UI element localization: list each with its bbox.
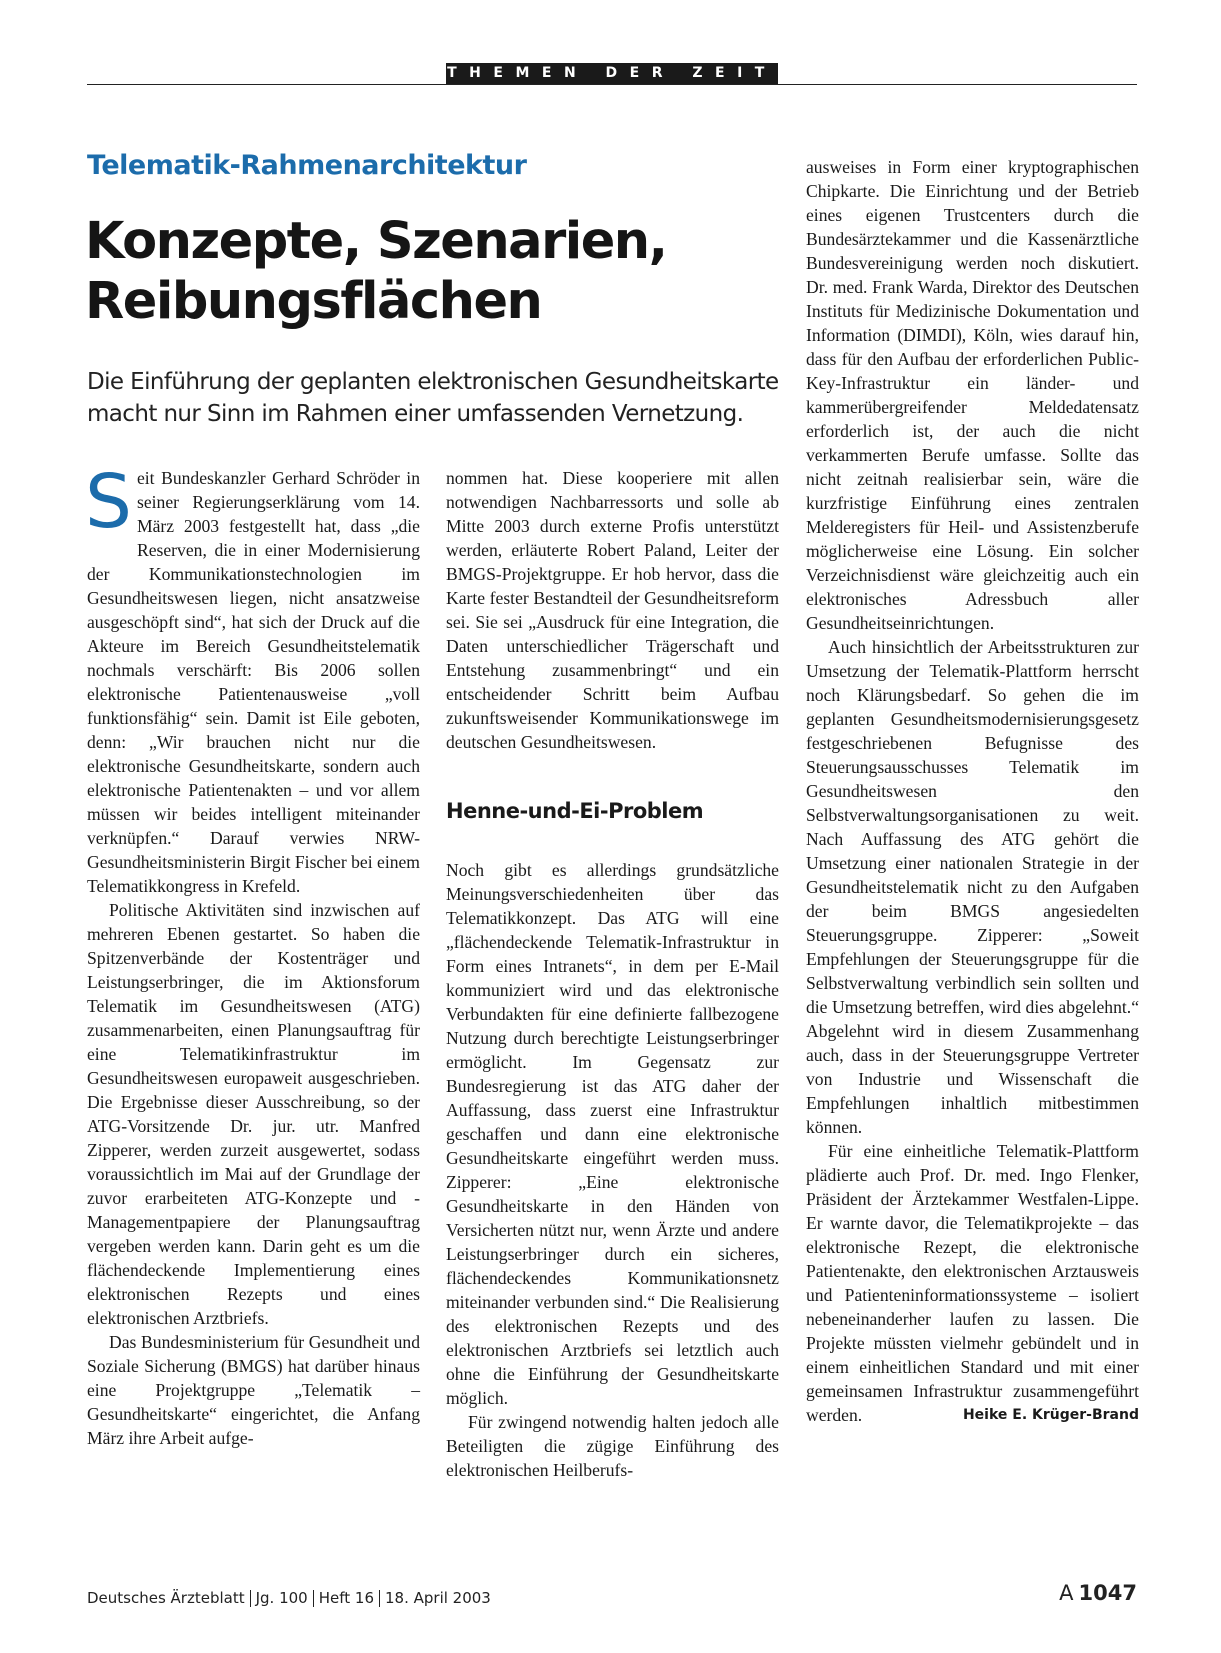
paragraph: Politische Aktivitäten sind inzwischen auf mehreren Ebenen gestartet. So haben die Spitzenverbände der Kostenträger und Leistungserbringer, die im Aktionsforum Telematik im Gesundheitswesen (ATG) zusammenarbeiten, einen Planungsauftrag für eine Telematikinfrastruktur im Gesundheitswesen europaweit ausgeschrieben. Die Ergebnisse dieser Ausschreibung, so der ATG-Vorsitzende Dr. jur. utr. Manfred Zipperer, werden zurzeit ausgewertet, sodass voraussichtlich im Mai auf der Grundlage der zuvor erarbeiteten ATG-Konzepte und -Managementpapiere der Planungsauftrag vergeben werden kann. Darin geht es um die flächendeckende Implementierung eines elektronischen Rezepts und eines elektronischen Arztbriefs. [87, 900, 420, 1328]
journal-issue: Heft 16 [318, 1589, 374, 1607]
paragraph: nommen hat. Diese kooperiere mit allen notwendigen Nachbarressorts und solle ab Mitte 2003 durch externe Profis unterstützt werden, erläuterte Robert Paland, Leiter der BMGS-Projektgruppe. Er hob hervor, dass die Karte fester Bestandteil der Gesundheitsreform sei. Sie sei „Ausdruck für eine Integration, die Daten unterschiedlicher Trägerschaft und Entstehung zusammenbringt“ und ein entscheidender Schritt beim Aufbau zukunftsweisender Kommunikationswege im deutschen Gesundheitswesen. [446, 468, 779, 752]
deck-line-2: macht nur Sinn im Rahmen einer umfassenden Vernetzung. [87, 401, 744, 427]
page-number-value: 1047 [1078, 1581, 1137, 1605]
journal-date: 18. April 2003 [385, 1589, 491, 1607]
headline-line-2: Reibungsflächen [85, 272, 542, 331]
paragraph: Auch hinsichtlich der Arbeitsstrukturen zur Umsetzung der Telematik-Plattform herrscht noch Klärungsbedarf. So gehen die im geplanten Gesundheitsmodernisierungsgesetz festgeschriebenen Befugnisse des Steuerungsausschusses Telematik im Gesundheitswesen den Selbstverwaltungsorganisationen zu weit. Nach Auffassung des ATG gehört die Umsetzung einer nationalen Strategie in der Gesundheitstelematik nicht zu den Aufgaben der beim BMGS angesiedelten Steuerungsgruppe. Zipperer: „Soweit Empfehlungen der Steuerungsgruppe für die Selbstverwaltung verbindlich sein sollten und die Umsetzung betreffen, wird dies abgelehnt.“ Abgelehnt wird in diesem Zusammenhang auch, dass in der Steuerungsgruppe Vertreter von Industrie und Wissenschaft die Empfehlungen inhaltlich mitbestimmen können. [806, 637, 1139, 1137]
header-rule [87, 84, 1137, 85]
paragraph: eit Bundeskanzler Gerhard Schröder in seiner Regierungserklärung vom 14. März 2003 festgestellt hat, dass „die Reserven, die in einer Modernisierung der Kommunikationstechnologien im Gesundheitswesen liegen, nicht ansatzweise ausgeschöpft sind“, hat sich der Druck auf die Akteure im Bereich Gesundheitstelematik nochmals verschärft: Bis 2006 sollen elektronische Patientenausweise „voll funktionsfähig“ sein. Damit ist Eile geboten, denn: „Wir brauchen nicht nur die elektronische Gesundheitskarte, sondern auch elektronische Patientenakten – und vor allem müssen wir beides intelligent miteinander verknüpfen.“ Darauf verwies NRW-Gesundheitsministerin Birgit Fischer bei einem Telematikkongress in Krefeld. [87, 468, 420, 896]
page-number [1059, 1581, 1137, 1605]
footer-separator [250, 1590, 251, 1607]
dropcap: S [85, 459, 132, 545]
paragraph [806, 1139, 1139, 1427]
section-header: THEMEN DER ZEIT [446, 63, 778, 84]
subheading: Henne-und-Ei-Problem [446, 799, 704, 823]
paragraph-text: Für eine einheitliche Telematik-Plattform plädierte auch Prof. Dr. med. Ingo Flenker, Präsident der Ärztekammer Westfalen-Lippe. Er warnte davor, die Telematikprojekte – das elektronische Rezept, die elektronische Patientenakte, den elektronischen Arztausweis und Patienteninformationssysteme – isoliert nebeneinanderher laufen zu lassen. Die Projekte müssten vielmehr gebündelt und in einem einheitlichen Standard und mit einer gemeinsamen Infrastruktur zusammengeführt werden. [806, 1141, 1139, 1425]
journal-volume: Jg. 100 [255, 1589, 308, 1607]
footer [87, 1589, 491, 1607]
journal-name: Deutsches Ärzteblatt [87, 1589, 245, 1607]
column-3 [806, 155, 1139, 1427]
paragraph: Noch gibt es allerdings grundsätzliche Meinungsverschiedenheiten über das Telematikkonzept. Das ATG will eine „flächendeckende Telematik-Infrastruktur in Form eines Intranets“, in dem per E-Mail kommuniziert wird und das elektronische Verbundakten für eine definierte fallbezogene Nutzung durch berechtigte Leistungserbringer ermöglicht. Im Gegensatz zur Bundesregierung ist das ATG daher der Auffassung, dass zuerst eine Infrastruktur geschaffen und dann eine elektronische Gesundheitskarte eingeführt werden muss. Zipperer: „Eine elektronische Gesundheitskarte in den Händen von Versicherten nützt nur, wenn Ärzte und andere Leistungserbringer durch ein sicheres, flächendeckendes Kommunikationsnetz miteinander verbunden sind.“ Die Realisierung des elektronischen Rezepts und des elektronischen Arztbriefs sei letztlich auch ohne die Einführung der Gesundheitskarte möglich. [446, 860, 779, 1408]
headline-line-1: Konzepte, Szenarien, [85, 212, 667, 271]
column-1 [85, 459, 420, 1450]
article-headline [85, 212, 785, 332]
author-byline: Heike E. Krüger-Brand [962, 1407, 1139, 1423]
deck-line-1: Die Einführung der geplanten elektronischen Gesundheitskarte [87, 369, 779, 395]
article-deck [87, 366, 797, 430]
page-prefix: A [1059, 1581, 1074, 1605]
paragraph: ausweises in Form einer kryptographischen Chipkarte. Die Einrichtung und der Betrieb eines eigenen Trustcenters durch die Bundesärztekammer und die Kassenärztliche Bundesvereinigung werden noch diskutiert. Dr. med. Frank Warda, Direktor des Deutschen Instituts für Medizinische Dokumentation und Information (DIMDI), Köln, wies darauf hin, dass für den Aufbau der erforderlichen Public-Key-Infrastruktur ein länder- und kammerübergreifender Meldedatensatz erforderlich ist, der auch die nicht verkammerten Berufe umfasse. Sollte das nicht zeitnah realisierbar sein, wäre die kurzfristige Einführung eines zentralen Melderegisters für Heil- und Assistenzberufe möglicherweise eine Lösung. Ein solcher Verzeichnisdienst wäre gleichzeitig auch ein elektronisches Adressbuch aller Gesundheitseinrichtungen. [806, 157, 1139, 633]
footer-separator [379, 1590, 380, 1607]
footer-separator [313, 1590, 314, 1607]
paragraph: Das Bundesministerium für Gesundheit und Soziale Sicherung (BMGS) hat darüber hinaus eine Projektgruppe „Telematik – Gesundheitskarte“ eingerichtet, die Anfang März ihre Arbeit aufge- [87, 1332, 420, 1448]
column-2 [446, 466, 779, 1482]
paragraph: Für zwingend notwendig halten jedoch alle Beteiligten die zügige Einführung des elektronischen Heilberufs- [446, 1412, 779, 1480]
article-kicker: Telematik-Rahmenarchitektur [87, 150, 527, 181]
